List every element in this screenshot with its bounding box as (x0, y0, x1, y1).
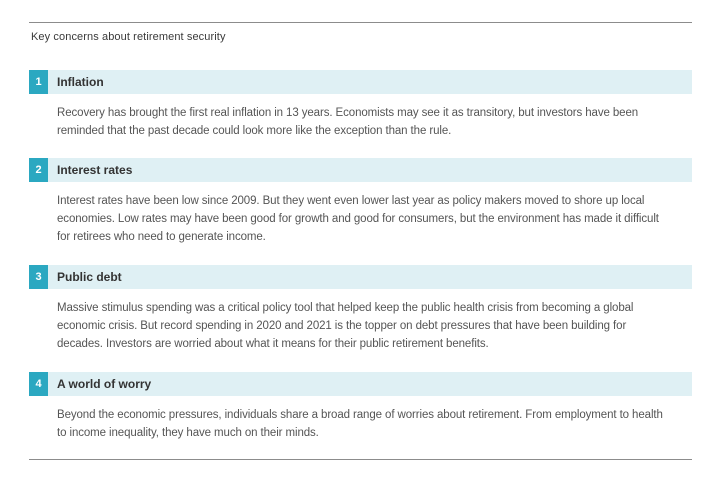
concern-section-inflation (29, 70, 692, 140)
bottom-divider (29, 459, 692, 460)
section-header-bar (29, 372, 692, 396)
section-title: A world of worry (57, 377, 152, 391)
section-title: Interest rates (57, 163, 133, 177)
top-divider (29, 22, 692, 23)
section-number-badge: 3 (29, 265, 48, 289)
section-number-badge: 2 (29, 158, 48, 182)
section-body-text: Beyond the economic pressures, individuals share a broad range of worries about retirement. From employment to health to income inequality, they have much on their minds. (57, 409, 663, 439)
section-title: Public debt (57, 270, 122, 284)
section-title: Inflation (57, 75, 104, 89)
concern-section-world-of-worry (29, 372, 692, 442)
section-header-bar (29, 70, 692, 94)
page-heading: Key concerns about retirement security (31, 31, 226, 43)
section-body-text: Interest rates have been low since 2009. But they went even lower last year as policy makers moved to shore up local economies. Low rates may have been good for growth and good for consumers, but the environment has made it difficult for retirees who need to generate income. (57, 195, 659, 243)
section-number-badge: 1 (29, 70, 48, 94)
section-body-text: Recovery has brought the first real inflation in 13 years. Economists may see it as transitory, but investors have been reminded that the past decade could look more like the exception than the rule. (57, 107, 639, 137)
section-header-bar (29, 265, 692, 289)
concern-section-public-debt (29, 265, 692, 353)
section-number-badge: 4 (29, 372, 48, 396)
section-body-text: Massive stimulus spending was a critical policy tool that helped keep the public health crisis from becoming a global economic crisis. But record spending in 2020 and 2021 is the topper on debt pressures that have been building for decades. Investors are worried about what it means for their public retirement benefits. (57, 302, 634, 350)
concern-section-interest-rates (29, 158, 692, 246)
section-header-bar (29, 158, 692, 182)
